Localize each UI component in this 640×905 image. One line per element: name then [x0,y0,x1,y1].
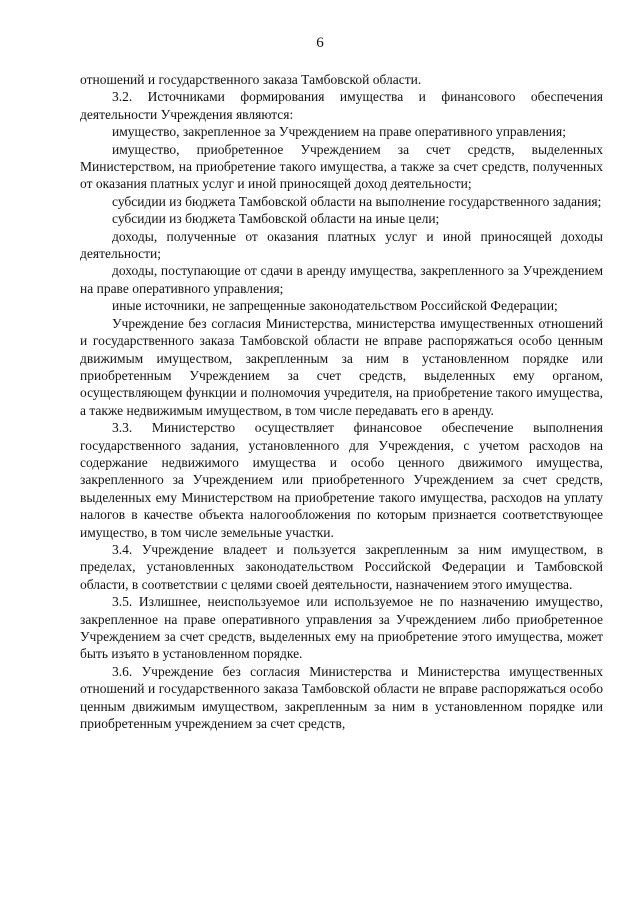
paragraph-3-5: 3.5. Излишнее, неиспользуемое или используемое не по назначению имущество, закрепленное на праве оперативного управления за Учреждением либо приобретенное Учреждением за счет средств, выделенных ему на приобретение этого имущества, может быть изъято в установленном порядке. [80,594,603,662]
paragraph-3-3: 3.3. Министерство осуществляет финансовое обеспечение выполнения государственного задания, установленного для Учреждения, с учетом расходов на содержание недвижимого имущества и особо ценного движимого имущества, закрепленного за Учреждением или приобретенного Учреждением за счет средств, выделенных ему Министерством на приобретение такого имущества, расходов на уплату налогов в качестве объекта налогообложения по которым признается соответствующее имущество, в том числе земельные участки. [80,420,603,540]
list-item-property-operational: имущество, закрепленное за Учреждением на праве оперативного управления; [112,124,566,140]
list-item-subsidies-other: субсидии из бюджета Тамбовской области на иные цели; [112,211,440,227]
paragraph-3-4: 3.4. Учреждение владеет и пользуется закрепленным за ним имуществом, в пределах, установленных законодательством Российской Федерации и Тамбовской области, в соответствии с целями своей деятельности, назначением этого имущества. [80,541,603,592]
page-number: 6 [316,35,324,51]
paragraph-disposal-restriction: Учреждение без согласия Министерства, министерства имущественных отношений и государственного заказа Тамбовской области не вправе распоряжаться особо ценным движимым имуществом, закрепленным за ним в установленном порядке или приобретенным Учреждением за счет средств, выделенных ему органом, осуществляющем функции и полномочия учредителя, на приобретение такого имущества, а также недвижимым имуществом, в том числе передавать его в аренду. [80,315,603,418]
paragraph-3-2: 3.2. Источниками формирования имущества и финансового обеспечения деятельности Учреждения являются: [80,89,603,122]
document-body [80,71,603,732]
paragraph-continuation: отношений и государственного заказа Тамбовской области. [80,72,422,87]
list-item-income-rent: доходы, поступающие от сдачи в аренду имущества, закрепленного за Учреждением на праве оперативного управления; [80,263,603,296]
list-item-property-acquired: имущество, приобретенное Учреждением за счет средств, выделенных Министерством, на приобретение такого имущества, а также за счет средств, полученных от оказания платных услуг и иной приносящей доход деятельности; [80,141,603,192]
list-item-subsidies-state-task: субсидии из бюджета Тамбовской области на выполнение государственного задания; [112,193,602,209]
list-item-other-sources: иные источники, не запрещенные законодательством Российской Федерации; [112,298,558,314]
list-item-income-paid-services: доходы, полученные от оказания платных услуг и иной приносящей доходы деятельности; [80,228,603,262]
paragraph-3-6: 3.6. Учреждение без согласия Министерства и Министерства имущественных отношений и государственного заказа Тамбовской области не вправе распоряжаться особо ценным движимым имуществом, закрепленным за ним в установленном порядке или приобретенным учреждением за счет средств, [80,663,603,732]
